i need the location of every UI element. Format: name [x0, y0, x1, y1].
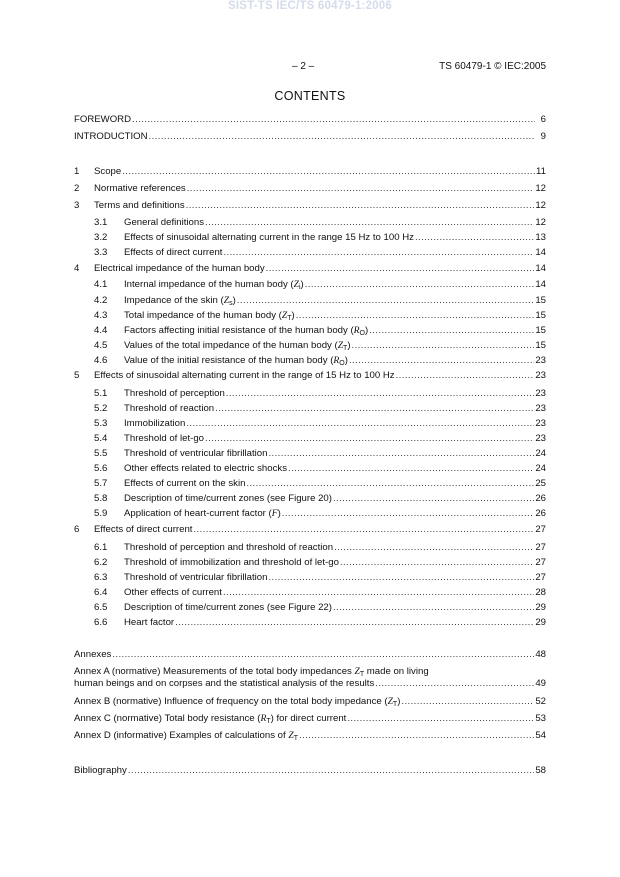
- entry-title: [94, 199, 185, 213]
- dot-leader: [401, 695, 534, 709]
- entry-page: 12: [535, 217, 546, 228]
- dot-leader: [149, 130, 535, 144]
- entry-title-text: Threshold of ventricular fibrillation: [124, 448, 268, 459]
- dot-leader: [122, 165, 535, 179]
- entry-title: [124, 231, 414, 245]
- entry-page: 23: [535, 355, 546, 366]
- page-number-header: – 2 –: [292, 61, 315, 72]
- entry-symbol: R: [353, 325, 360, 336]
- toc-entry: [74, 507, 546, 521]
- entry-symbol: Z: [387, 696, 393, 707]
- entry-symbol: R: [260, 713, 267, 724]
- entry-title-suffix: ): [300, 279, 304, 290]
- toc-entry: [74, 695, 546, 709]
- entry-title: [94, 523, 192, 537]
- entry-page: 29: [535, 602, 546, 613]
- entry-title-text: Scope: [94, 166, 122, 177]
- entry-title: [94, 165, 121, 179]
- entry-number: 4.6: [94, 355, 108, 366]
- entry-title-text: Threshold of ventricular fibrillation: [124, 572, 268, 583]
- entry-title-text: Threshold of immobilization and threshold of let-go: [124, 557, 339, 568]
- entry-title-suffix: ): [291, 310, 295, 321]
- entry-title: [74, 648, 111, 662]
- entry-page: 26: [535, 493, 546, 504]
- entry-symbol-subscript: T: [392, 701, 398, 708]
- entry-symbol: Z: [293, 279, 299, 290]
- entry-title-text: Threshold of perception: [124, 388, 225, 399]
- entry-title-text: Total impedance of the human body (: [124, 310, 282, 321]
- entry-title-text: Description of time/current zones (see Figure 22): [124, 602, 332, 613]
- entry-title-text: Bibliography: [74, 765, 127, 776]
- entry-title-text: Annex B (normative) Influence of frequency on the total body impedance (: [74, 696, 388, 707]
- dot-leader: [268, 571, 534, 585]
- entry-title: [124, 462, 287, 476]
- entry-title: [74, 729, 298, 743]
- dot-leader: [296, 309, 535, 323]
- dot-leader: [305, 278, 535, 292]
- entry-number: 5.5: [94, 448, 108, 459]
- toc-entry: [74, 492, 546, 506]
- toc-entry: [74, 541, 546, 555]
- entry-title: [124, 324, 368, 338]
- entry-title-suffix: ): [347, 340, 351, 351]
- entry-number: 4.4: [94, 325, 108, 336]
- toc-entry: [74, 447, 546, 461]
- entry-page: 15: [535, 325, 546, 336]
- entry-title: [74, 764, 127, 778]
- entry-number: 5.6: [94, 463, 108, 474]
- dot-leader: [334, 541, 534, 555]
- dot-leader: [333, 601, 534, 615]
- entry-number: 6.3: [94, 572, 108, 583]
- entry-page: 58: [535, 765, 546, 776]
- entry-title: [124, 601, 332, 615]
- entry-title: [94, 369, 395, 383]
- entry-title: [124, 339, 351, 353]
- entry-title-text: Annex A (normative) Measurements of the total body impedances: [74, 666, 355, 677]
- entry-page: 6: [540, 114, 546, 125]
- entry-title: [74, 695, 400, 709]
- entry-page: 24: [535, 448, 546, 459]
- entry-title: [124, 556, 339, 570]
- entry-number: 3.1: [94, 217, 108, 228]
- entry-title: [124, 432, 204, 446]
- entry-page: 54: [535, 730, 546, 741]
- dot-leader: [299, 729, 534, 743]
- entry-page: 12: [535, 200, 546, 211]
- toc-entry: [74, 571, 546, 585]
- entry-title-text: Threshold of let-go: [124, 433, 204, 444]
- toc-entry: [74, 402, 546, 416]
- entry-page: 14: [535, 279, 546, 290]
- entry-title: [124, 417, 185, 431]
- entry-title: [124, 294, 236, 308]
- toc-entry: [74, 477, 546, 491]
- entry-symbol-subscript: T: [266, 718, 271, 725]
- entry-symbol: Z: [281, 310, 288, 321]
- toc-entry: [74, 339, 546, 353]
- entry-number: 3.3: [94, 247, 108, 258]
- dot-leader: [268, 447, 534, 461]
- entry-page: 11: [536, 166, 546, 177]
- dot-leader: [215, 402, 534, 416]
- entry-number: 5.2: [94, 403, 108, 414]
- toc-entry: [74, 354, 546, 368]
- entry-title: [124, 309, 295, 323]
- entry-title: [124, 616, 174, 630]
- entry-page: 48: [535, 649, 546, 660]
- entry-title-suffix: ): [277, 508, 281, 519]
- entry-title: [124, 246, 222, 260]
- entry-title-line: [74, 666, 546, 678]
- entry-number: 5.9: [94, 508, 108, 519]
- entry-title: [124, 507, 281, 521]
- entry-symbol-subscript: T: [359, 671, 365, 678]
- entry-title-text: Values of the total impedance of the human body (: [124, 340, 338, 351]
- dot-leader: [226, 387, 535, 401]
- entry-number: 5.1: [94, 388, 108, 399]
- entry-number: 4.2: [94, 295, 108, 306]
- entry-title: [94, 182, 186, 196]
- entry-title-line: [74, 678, 546, 690]
- contents-title: CONTENTS: [274, 89, 346, 103]
- entry-title-text: Value of the initial resistance of the human body (: [124, 355, 334, 366]
- entry-title: [124, 354, 348, 368]
- entry-title-text: INTRODUCTION: [74, 131, 148, 142]
- entry-number: 4.1: [94, 279, 108, 290]
- entry-title-text: General definitions: [124, 217, 204, 228]
- entry-page: 27: [535, 557, 546, 568]
- dot-leader: [352, 339, 535, 353]
- entry-title-text: Other effects related to electric shocks: [124, 463, 287, 474]
- entry-title-suffix: ): [232, 295, 236, 306]
- dot-leader: [415, 231, 534, 245]
- entry-title-text: Threshold of reaction: [124, 403, 215, 414]
- entry-title-text: Heart factor: [124, 617, 175, 628]
- entry-title-suffix: ): [397, 696, 401, 707]
- toc-entry: [74, 616, 546, 630]
- toc-entry: [74, 601, 546, 615]
- entry-page: 29: [535, 617, 546, 628]
- entry-symbol: R: [333, 355, 340, 366]
- entry-title: [124, 216, 204, 230]
- entry-title: [124, 586, 222, 600]
- entry-number: 4: [74, 263, 80, 274]
- toc-entry: [74, 130, 546, 144]
- toc-entry: [74, 262, 546, 276]
- entry-title-suffix: ): [365, 325, 369, 336]
- entry-title-text: Electrical impedance of the human body: [94, 263, 265, 274]
- entry-title: [124, 447, 267, 461]
- toc-entry: [74, 309, 546, 323]
- entry-title-suffix: ): [344, 355, 348, 366]
- entry-page: 13: [535, 232, 546, 243]
- entry-page: 14: [535, 263, 546, 274]
- entry-page: 25: [535, 478, 546, 489]
- entry-title-text: Annexes: [74, 649, 112, 660]
- entry-page: 53: [535, 713, 546, 724]
- toc-entry: [74, 113, 546, 127]
- dot-leader: [187, 182, 535, 196]
- toc-entry: [74, 523, 546, 537]
- entry-title: [124, 571, 267, 585]
- entry-title: [124, 541, 333, 555]
- entry-page: 23: [535, 418, 546, 429]
- toc-entry: [74, 324, 546, 338]
- entry-title-text: Annex D (informative) Examples of calculations of: [74, 730, 289, 741]
- entry-symbol: Z: [337, 340, 344, 351]
- dot-leader: [340, 556, 534, 570]
- entry-title-suffix: made on living: [364, 666, 429, 677]
- entry-number: 3: [74, 200, 80, 211]
- entry-number: 6.6: [94, 617, 108, 628]
- entry-title-text: Effects of sinusoidal alternating current in the range of 15 Hz to 100 Hz: [94, 370, 395, 381]
- entry-title-text: Effects of current on the skin: [124, 478, 246, 489]
- entry-title-text: Internal impedance of the human body (: [124, 279, 294, 290]
- entry-title-text: Other effects of current: [124, 587, 222, 598]
- entry-number: 5: [74, 370, 80, 381]
- toc-entry: [74, 231, 546, 245]
- entry-title-text: Factors affecting initial resistance of the human body (: [124, 325, 354, 336]
- entry-title: [74, 113, 131, 127]
- toc-entry: [74, 182, 546, 196]
- dot-leader: [347, 712, 534, 726]
- entry-page: 52: [535, 696, 546, 707]
- entry-symbol: F: [271, 508, 278, 519]
- entry-page: 15: [535, 310, 546, 321]
- dot-leader: [369, 324, 534, 338]
- entry-title: [74, 130, 148, 144]
- dot-leader: [186, 199, 535, 213]
- entry-title: [74, 712, 346, 726]
- entry-title: [124, 402, 214, 416]
- toc-entry: [74, 648, 546, 662]
- entry-title: [94, 262, 265, 276]
- toc-entry: [74, 216, 546, 230]
- toc-entry: [74, 246, 546, 260]
- dot-leader: [175, 616, 534, 630]
- toc-entry: [74, 369, 546, 383]
- dot-leader: [193, 523, 534, 537]
- toc-entry: [74, 387, 546, 401]
- entry-title-text: Annex C (normative) Total body resistance (: [74, 713, 261, 724]
- toc-entry: [74, 417, 546, 431]
- entry-number: 4.5: [94, 340, 108, 351]
- entry-symbol-subscript: O: [359, 330, 365, 337]
- dot-leader: [132, 113, 535, 127]
- toc-entry: [74, 556, 546, 570]
- dot-leader: [246, 477, 534, 491]
- toc-entry: [74, 729, 546, 743]
- dot-leader: [333, 492, 534, 506]
- toc-entry: [74, 165, 546, 179]
- entry-page: 14: [535, 247, 546, 258]
- entry-page: 23: [535, 433, 546, 444]
- entry-page: 24: [535, 463, 546, 474]
- entry-symbol: Z: [354, 666, 360, 677]
- entry-number: 3.2: [94, 232, 108, 243]
- entry-page: 9: [540, 131, 546, 142]
- entry-page: 49: [535, 678, 546, 689]
- entry-title-text: human beings and on corpses and the statistical analysis of the results: [74, 678, 375, 689]
- entry-page: 23: [535, 403, 546, 414]
- entry-number: 6.4: [94, 587, 108, 598]
- entry-title-text: Description of time/current zones (see Figure 20): [124, 493, 332, 504]
- entry-symbol-subscript: O: [339, 360, 345, 367]
- toc-entry: [74, 462, 546, 476]
- entry-number: 6: [74, 524, 80, 535]
- entry-title-text: Application of heart-current factor (: [124, 508, 272, 519]
- entry-page: 23: [535, 370, 546, 381]
- entry-number: 1: [74, 166, 80, 177]
- toc-entry: [74, 586, 546, 600]
- entry-title: [124, 278, 304, 292]
- dot-leader: [237, 294, 535, 308]
- entry-symbol-subscript: i: [298, 284, 301, 291]
- toc-entry: [74, 712, 546, 726]
- entry-number: 5.4: [94, 433, 108, 444]
- entry-title-text: Effects of sinusoidal alternating current in the range 15 Hz to 100 Hz: [124, 232, 414, 243]
- entry-page: 15: [535, 340, 546, 351]
- dot-leader: [223, 586, 534, 600]
- dot-leader: [128, 764, 535, 778]
- entry-title-suffix: ) for direct current: [270, 713, 347, 724]
- entry-page: 27: [535, 524, 546, 535]
- entry-page: 27: [535, 542, 546, 553]
- entry-symbol-subscript: s: [229, 300, 233, 307]
- dot-leader: [349, 354, 534, 368]
- entry-page: 23: [535, 388, 546, 399]
- entry-symbol: Z: [223, 295, 230, 306]
- toc-entry: [74, 764, 546, 778]
- entry-page: 12: [535, 183, 546, 194]
- dot-leader: [205, 432, 534, 446]
- toc-entry: [74, 294, 546, 308]
- entry-page: 26: [535, 508, 546, 519]
- entry-number: 6.2: [94, 557, 108, 568]
- toc-entry: [74, 199, 546, 213]
- entry-page: 15: [535, 295, 546, 306]
- entry-title-text: Impedance of the skin (: [124, 295, 224, 306]
- entry-symbol: Z: [288, 730, 294, 741]
- entry-title-text: Effects of direct current: [94, 524, 193, 535]
- entry-symbol-subscript: T: [343, 345, 348, 352]
- entry-title-text: Normative references: [94, 183, 186, 194]
- entry-number: 5.8: [94, 493, 108, 504]
- entry-number: 4.3: [94, 310, 108, 321]
- entry-number: 6.1: [94, 542, 108, 553]
- entry-title: [124, 387, 225, 401]
- entry-title-text: Immobilization: [124, 418, 186, 429]
- entry-number: 5.7: [94, 478, 108, 489]
- entry-title-text: Effects of direct current: [124, 247, 223, 258]
- entry-number: 6.5: [94, 602, 108, 613]
- dot-leader: [266, 262, 535, 276]
- entry-symbol-subscript: T: [287, 315, 292, 322]
- toc-entry-annex-a: [74, 666, 546, 690]
- entry-title-text: Terms and definitions: [94, 200, 185, 211]
- entry-page: 28: [535, 587, 546, 598]
- watermark: SIST-TS IEC/TS 60479-1:2006: [228, 0, 392, 12]
- dot-leader: [282, 507, 535, 521]
- entry-title: [124, 477, 245, 491]
- dot-leader: [186, 417, 534, 431]
- entry-title: [124, 492, 332, 506]
- entry-number: 5.3: [94, 418, 108, 429]
- dot-leader: [205, 216, 534, 230]
- dot-leader: [223, 246, 534, 260]
- entry-symbol-subscript: T: [293, 735, 298, 742]
- entry-number: 2: [74, 183, 80, 194]
- dot-leader: [396, 369, 535, 383]
- document-reference: TS 60479-1 © IEC:2005: [439, 61, 546, 72]
- entry-title-text: Threshold of perception and threshold of reaction: [124, 542, 334, 553]
- toc-entry: [74, 432, 546, 446]
- dot-leader: [375, 678, 534, 690]
- dot-leader: [112, 648, 534, 662]
- toc-entry: [74, 278, 546, 292]
- dot-leader: [288, 462, 534, 476]
- entry-page: 27: [535, 572, 546, 583]
- entry-title-text: FOREWORD: [74, 114, 132, 125]
